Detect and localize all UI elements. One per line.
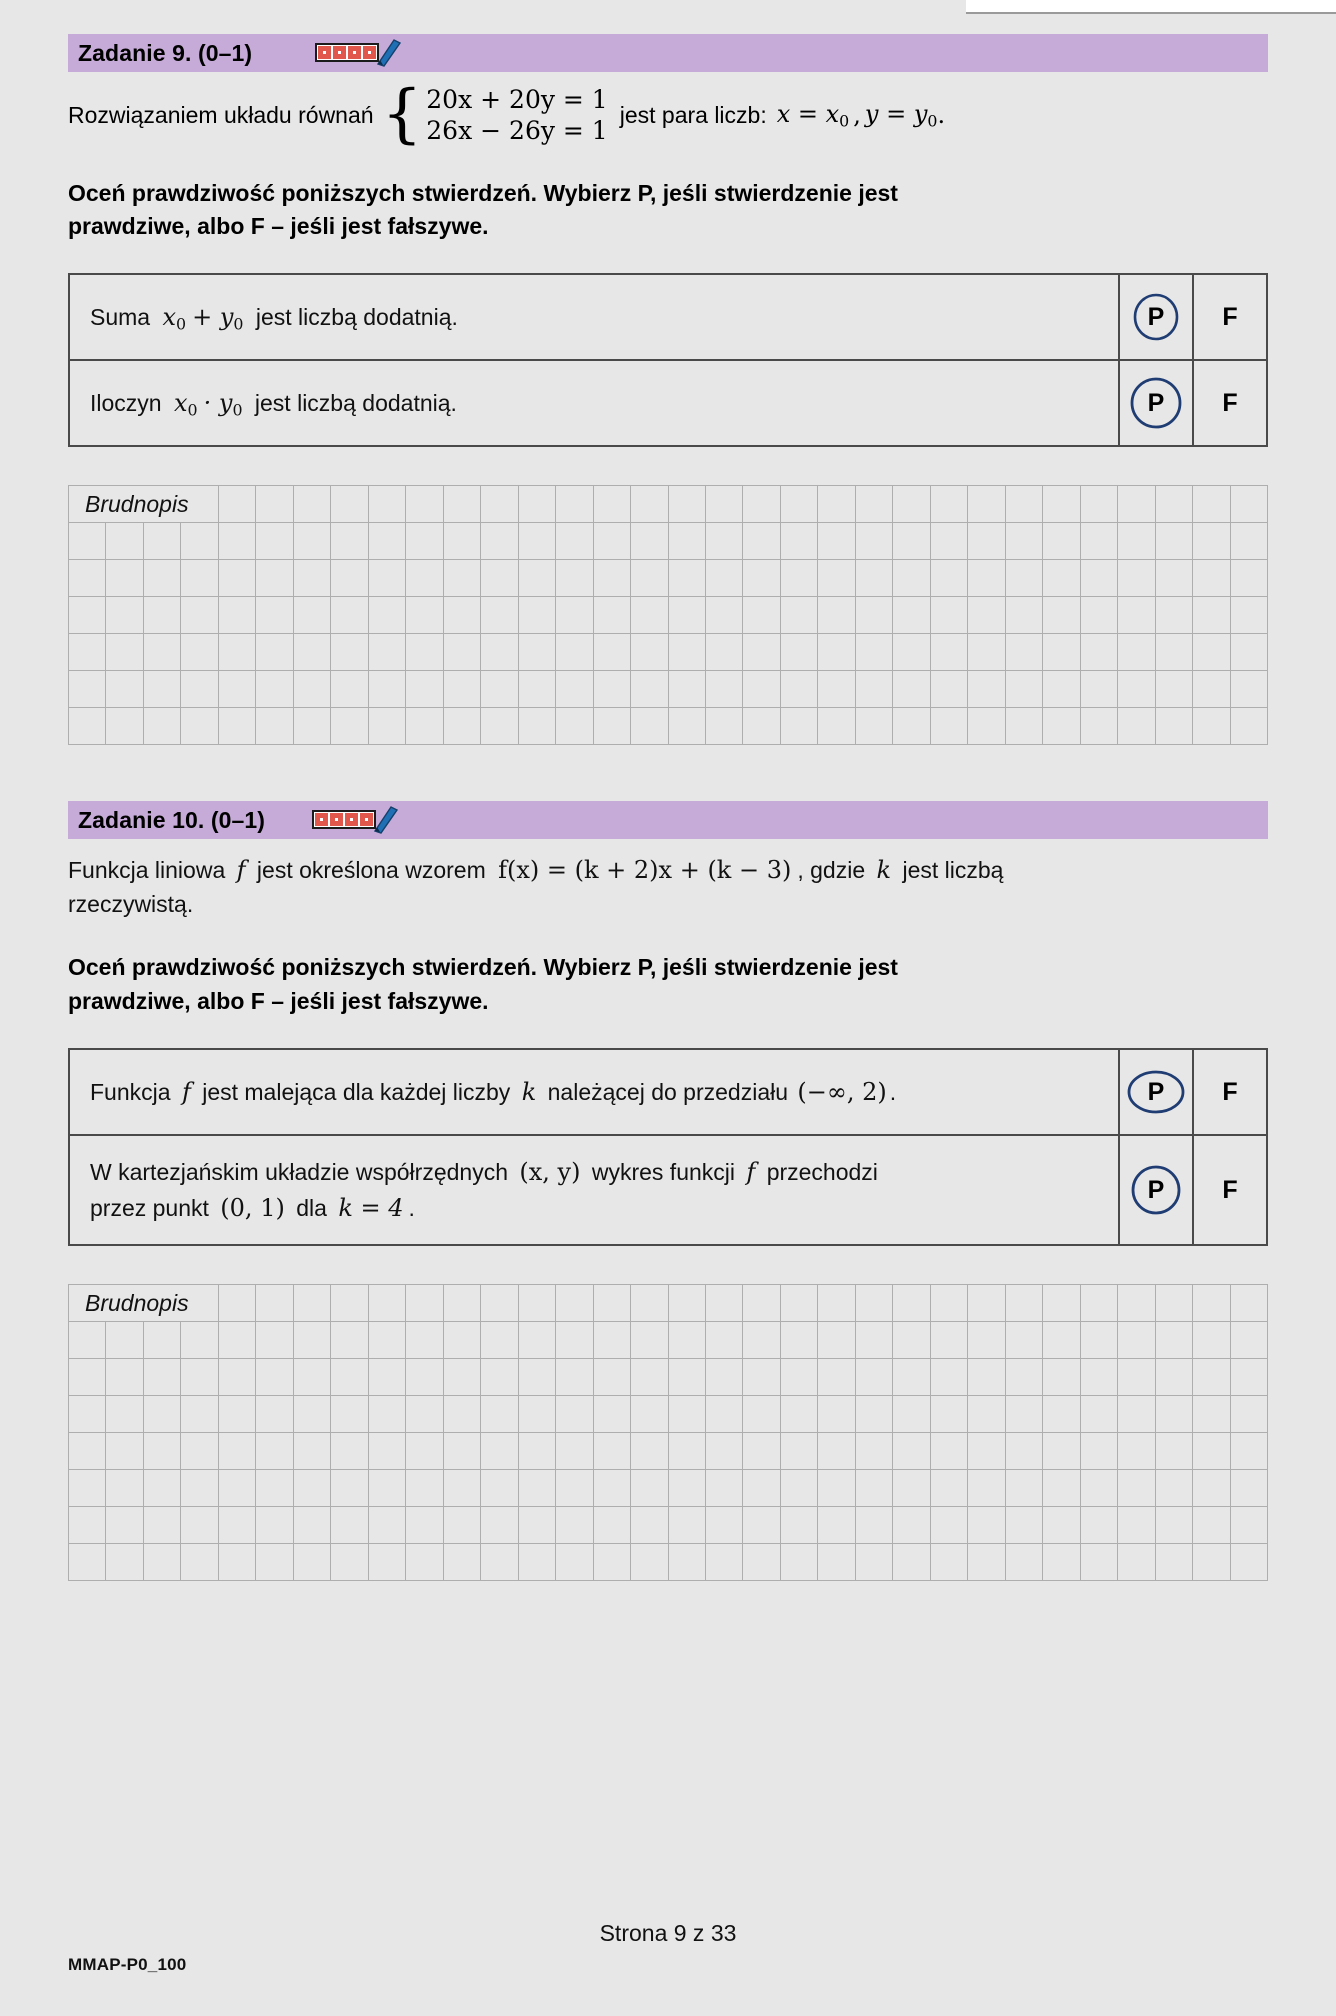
task-9-scratch-label: Brudnopis bbox=[69, 486, 219, 523]
task-10-intro-line-1 bbox=[68, 853, 1268, 888]
table-row bbox=[69, 1135, 1267, 1245]
task-10-instruction-line-1: Oceń prawdziwość poniższych stwierdzeń. Wybierz P, jeśli stwierdzenie jest bbox=[68, 954, 898, 981]
stmt-suffix: jest liczbą dodatnią. bbox=[254, 389, 457, 416]
task-10-statement-1-cell bbox=[69, 1049, 1119, 1135]
scratch-row bbox=[69, 1322, 1268, 1359]
solution-period: . bbox=[937, 101, 946, 130]
equation-line-2: 26x − 26y = 1 bbox=[426, 116, 608, 146]
scratch-row bbox=[69, 1470, 1268, 1507]
scan-edge-line bbox=[966, 12, 1336, 14]
task-9-statement-2-answer-P[interactable] bbox=[1119, 360, 1193, 446]
scratch-row bbox=[69, 1544, 1268, 1581]
task-10-statement-2-answer-P[interactable] bbox=[1119, 1135, 1193, 1245]
intro-text-d: jest liczbą bbox=[902, 857, 1004, 884]
intro-text-a: Funkcja liniowa bbox=[68, 857, 226, 884]
scratch-row bbox=[69, 634, 1268, 671]
task-10-statement-2-cell bbox=[69, 1135, 1119, 1245]
stmt-prefix: Iloczyn bbox=[90, 389, 162, 416]
task-10-scratch-label: Brudnopis bbox=[69, 1285, 219, 1322]
footer-page-number: Strona 9 z 33 bbox=[599, 1920, 737, 1946]
scratch-row bbox=[69, 1359, 1268, 1396]
equation-system bbox=[381, 77, 608, 152]
task-10-scratch-grid[interactable] bbox=[68, 1284, 1268, 1581]
task-9-instruction-line-2: prawdziwe, albo F – jeśli jest fałszywe. bbox=[68, 212, 489, 239]
task-10-title: Zadanie 10. (0–1) bbox=[78, 806, 266, 833]
scratch-row bbox=[69, 671, 1268, 708]
task-9-statement-1-answer-F[interactable] bbox=[1193, 274, 1267, 360]
stmt-line-1 bbox=[90, 1154, 1118, 1190]
scratch-row bbox=[69, 1396, 1268, 1433]
answer-stamp-and-pen-icon bbox=[311, 805, 403, 835]
scratch-row bbox=[69, 523, 1268, 560]
scratch-row bbox=[69, 1507, 1268, 1544]
task-10-statement-1-text bbox=[70, 1056, 1118, 1128]
stmt-line2-text-b: dla bbox=[296, 1195, 327, 1222]
task-9-instruction-line-1: Oceń prawdziwość poniższych stwierdzeń. Wybierz P, jeśli stwierdzenie jest bbox=[68, 179, 898, 206]
answer-letter-p: P bbox=[1147, 302, 1165, 331]
stmt-text-a: W kartezjańskim układzie współrzędnych bbox=[90, 1159, 508, 1186]
task-9-intro-prefix: Rozwiązaniem układu równań bbox=[68, 101, 374, 128]
task-9-intro bbox=[68, 77, 1268, 152]
task-9-statement-2-answer-F[interactable] bbox=[1193, 360, 1267, 446]
intro-formula: f(x) = (k + 2)x + (k − 3) bbox=[498, 856, 792, 885]
task-9-statement-1-answer-P[interactable] bbox=[1119, 274, 1193, 360]
task-10-statement-1-answer-P[interactable] bbox=[1119, 1049, 1193, 1135]
scratch-row bbox=[69, 1285, 1268, 1322]
task-10-header bbox=[68, 801, 1268, 839]
scratch-row bbox=[69, 597, 1268, 634]
task-10-statement-1-answer-F[interactable] bbox=[1193, 1049, 1267, 1135]
answer-letter-p: P bbox=[1147, 388, 1165, 417]
task-9-scratch-grid[interactable] bbox=[68, 485, 1268, 745]
answer-letter-f: F bbox=[1222, 302, 1238, 331]
solution-y: $y = y_0$ bbox=[864, 100, 938, 131]
stmt-math-f: f bbox=[181, 1078, 191, 1107]
table-row bbox=[69, 274, 1267, 360]
stmt-text-a: Funkcja bbox=[90, 1079, 171, 1106]
stmt-text-b: wykres funkcji bbox=[591, 1159, 736, 1186]
intro-math-f: f bbox=[236, 856, 246, 885]
stmt-math-point: (0, 1) bbox=[220, 1194, 285, 1223]
task-9-header bbox=[68, 34, 1268, 72]
stmt-line-2 bbox=[90, 1190, 1118, 1226]
task-9-title: Zadanie 9. (0–1) bbox=[78, 39, 253, 66]
stmt-text-c: przechodzi bbox=[766, 1159, 878, 1186]
stmt-math: $x_0 \cdot y_0$ bbox=[173, 388, 243, 420]
stmt-text-c: należącej do przedziału bbox=[547, 1079, 789, 1106]
task-9-statement-2-cell bbox=[69, 360, 1119, 446]
stmt-prefix: Suma bbox=[90, 303, 151, 330]
stmt-math: $x_0 + y_0$ bbox=[162, 302, 244, 334]
footer-document-code: MMAP-P0_100 bbox=[68, 1955, 187, 1974]
answer-stamp-and-pen-icon bbox=[314, 38, 406, 68]
stmt-text-d: . bbox=[889, 1079, 897, 1106]
scratch-row bbox=[69, 708, 1268, 745]
answer-letter-p: P bbox=[1147, 1175, 1165, 1204]
stmt-math-k-eq: k = 4 bbox=[338, 1194, 404, 1223]
table-row bbox=[69, 360, 1267, 446]
stmt-line2-text-a: przez punkt bbox=[90, 1195, 209, 1222]
task-10-instruction bbox=[68, 951, 1268, 1018]
task-10-instruction-line-2: prawdziwe, albo F – jeśli jest fałszywe. bbox=[68, 987, 489, 1014]
table-row bbox=[69, 1049, 1267, 1135]
task-9-answer-table bbox=[68, 273, 1268, 447]
task-10-intro bbox=[68, 853, 1268, 921]
intro-math-k: k bbox=[876, 856, 892, 885]
task-10-statement-2-answer-F[interactable] bbox=[1193, 1135, 1267, 1245]
intro-text-b: jest określona wzorem bbox=[256, 857, 486, 884]
task-10-intro-line-2: rzeczywistą. bbox=[68, 890, 194, 917]
stmt-math-interval: (−∞, 2) bbox=[797, 1078, 887, 1107]
task-9-statement-2-text bbox=[70, 367, 1118, 440]
answer-letter-f: F bbox=[1222, 388, 1238, 417]
answer-letter-p: P bbox=[1147, 1077, 1165, 1106]
stmt-suffix: jest liczbą dodatnią. bbox=[255, 303, 458, 330]
scratch-row bbox=[69, 1433, 1268, 1470]
task-9-intro-suffix: jest para liczb: bbox=[619, 101, 767, 128]
task-9-instruction bbox=[68, 177, 1268, 244]
brace-icon: { bbox=[381, 77, 423, 152]
stmt-math-k: k bbox=[521, 1078, 537, 1107]
equation-line-1: 20x + 20y = 1 bbox=[426, 85, 608, 114]
stmt-line2-text-c: . bbox=[408, 1195, 415, 1222]
scratch-row bbox=[69, 560, 1268, 597]
task-9-statement-1-cell bbox=[69, 274, 1119, 360]
solution-separator: , bbox=[853, 101, 861, 130]
stmt-math-xy: (x, y) bbox=[519, 1158, 581, 1187]
solution-x: $x = x_0$ bbox=[776, 100, 850, 131]
task-10-answer-table bbox=[68, 1048, 1268, 1246]
answer-letter-f: F bbox=[1222, 1077, 1238, 1106]
scratch-row bbox=[69, 486, 1268, 523]
answer-letter-f: F bbox=[1222, 1175, 1238, 1204]
task-9-statement-1-text bbox=[70, 281, 1118, 354]
page-content bbox=[68, 34, 1268, 1581]
stmt-text-b: jest malejąca dla każdej liczby bbox=[202, 1079, 511, 1106]
stmt-math-f: f bbox=[746, 1158, 756, 1187]
task-10-statement-2-text bbox=[70, 1136, 1118, 1244]
intro-text-c: , gdzie bbox=[797, 857, 866, 884]
